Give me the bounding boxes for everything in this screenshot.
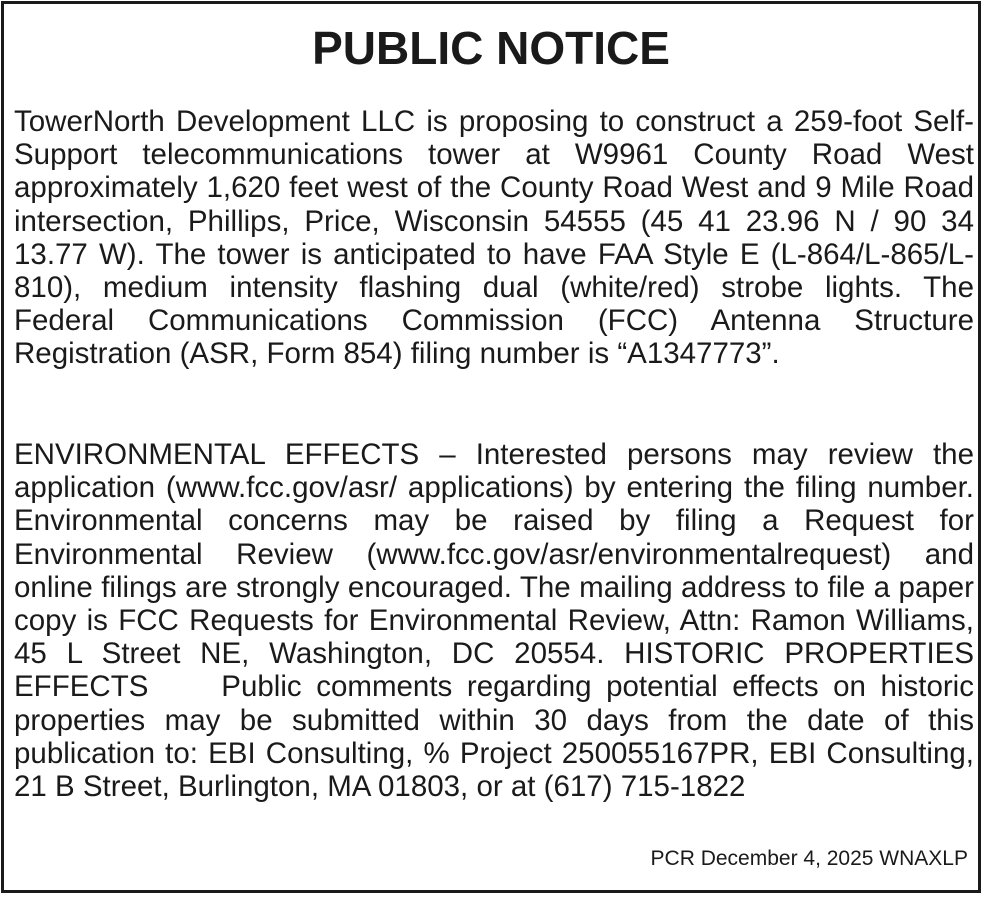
public-notice — [1, 1, 981, 893]
notice-paragraph-environmental: ENVIRONMENTAL EFFECTS – Interested persons may review the application (www.fcc.gov/asr/ applications) by entering the filing number. Environmental concerns may be raised by filing a Request for Environmental Review (www.fcc.gov/asr/environmentalrequest) and online filings are strongly encouraged. The mailing address to file a paper copy is FCC Requests for Environmental Review, Attn: Ramon Williams, 45 L Street NE, Washington, DC 20554. HISTORIC PROPERTIES EFFECTS Public comments regarding potential effects on historic properties may be submitted within 30 days from the date of this publication to: EBI Consulting, % Project 250055167PR, EBI Consulting, 21 B Street, Burlington, MA 01803, or at (617) 715-1822 — [14, 438, 974, 804]
notice-paragraph-tower: TowerNorth Development LLC is proposing to construct a 259-foot Self-Support telecommunications tower at W9961 County Road West approximately 1,620 feet west of the County Road West and 9 Mile Road intersection, Phillips, Price, Wisconsin 54555 (45 41 23.96 N / 90 34 13.77 W). The tower is anticipated to have FAA Style E (L-864/L-865/L-810), medium intensity flashing dual (white/red) strobe lights. The Federal Communications Commission (FCC) Antenna Structure Registration (ASR, Form 854) filing number is “A1347773”. — [14, 105, 974, 371]
notice-footer: PCR December 4, 2025 WNAXLP — [650, 847, 968, 870]
notice-title: PUBLIC NOTICE — [312, 22, 670, 74]
